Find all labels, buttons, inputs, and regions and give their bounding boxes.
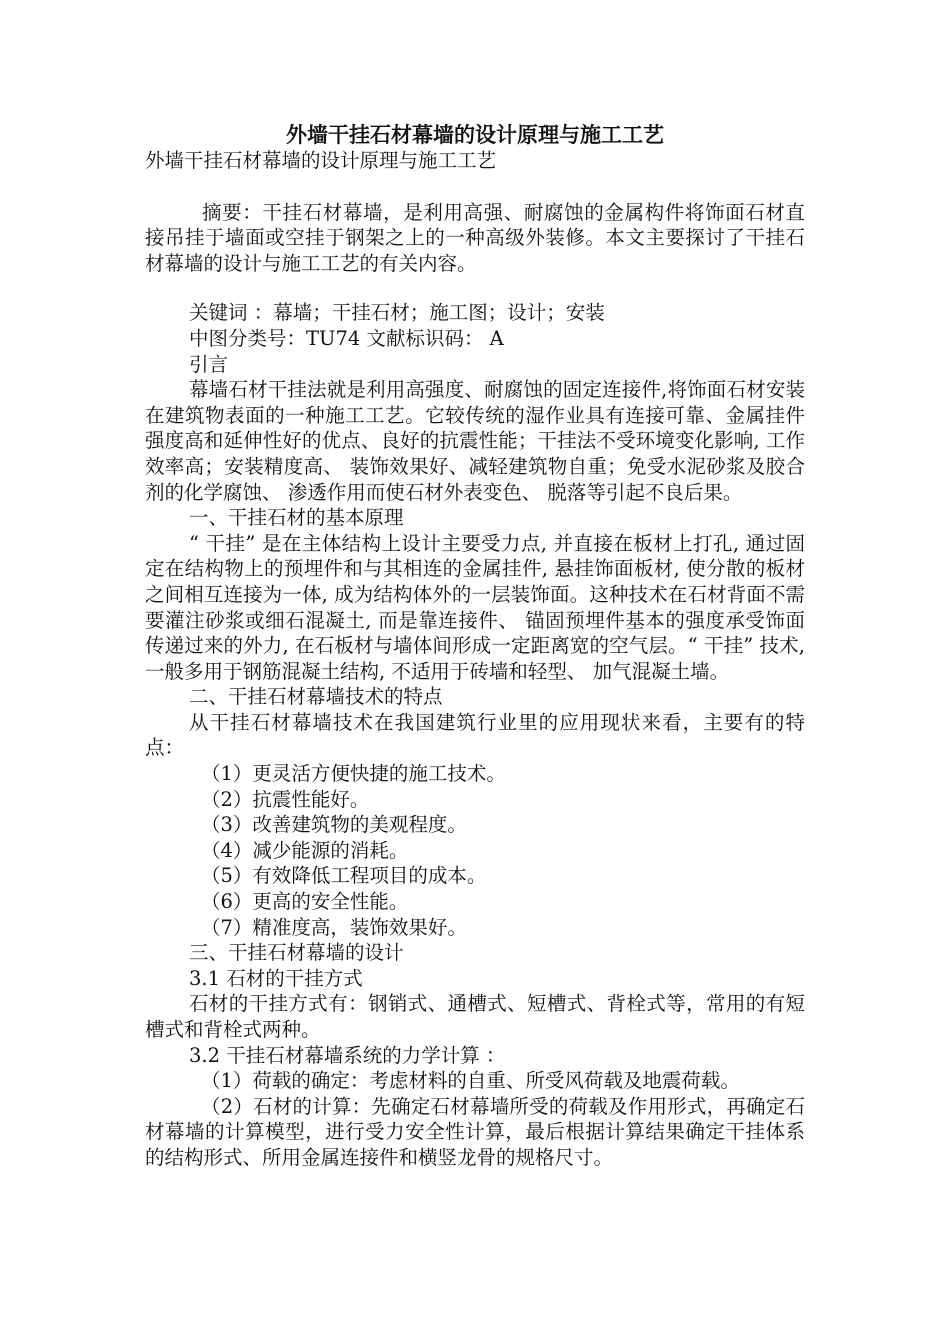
list-item: （5）有效降低工程项目的成本。 — [201, 864, 487, 888]
section-paragraph-2: 从干挂石材幕墙技术在我国建筑行业里的应用现状来看，主要有的特点： — [145, 710, 805, 760]
section-heading-2: 二、干挂石材幕墙技术的特点 — [189, 685, 443, 709]
list-item: （7）精准度高，装饰效果好。 — [201, 915, 467, 939]
section-heading-3: 三、干挂石材幕墙的设计 — [189, 941, 404, 965]
blank-line — [145, 276, 805, 300]
blank-line — [145, 174, 805, 200]
list-item: （6）更高的安全性能。 — [201, 890, 409, 914]
keywords-line: 关键词 ：幕墙；干挂石材；施工图；设计；安装 — [189, 301, 605, 325]
subsection-heading-3-1: 3.1 石材的干挂方式 — [189, 966, 363, 990]
list-item: （1）荷载的确定：考虑材料的自重、所受风荷载及地震荷载。 — [201, 1069, 740, 1093]
classification-line: 中图分类号：TU74 文献标识码： A — [189, 326, 504, 350]
subsection-heading-3-2: 3.2 干挂石材幕墙系统的力学计算 ： — [189, 1043, 506, 1067]
document-title: 外墙干挂石材幕墙的设计原理与施工工艺 — [286, 122, 664, 147]
abstract-paragraph: 摘要：干挂石材幕墙，是利用高强、耐腐蚀的金属构件将饰面石材直接吊挂于墙面或空挂于钢架之上的一种高级外装修。本文主要探讨了干挂石材幕墙的设计与施工工艺的有关内容。 — [145, 200, 805, 275]
list-item: （1）更灵活方便快捷的施工技术。 — [201, 762, 506, 786]
list-item: （2）抗震性能好。 — [201, 787, 370, 811]
section-paragraph-1: “ 干挂” 是在主体结构上设计主要受力点, 并直接在板材上打孔, 通过固定在结构物上的预埋件和与其相连的金属挂件, 悬挂饰面板材, 使分散的板材之间相互连接为一体, 成为结构体外的一层装饰面。这种技术在石材背面不需要灌注砂浆或细石混凝土, 而是靠连接件、 锚固预埋件基本的强度承受饰面传递过来的外力, 在石板材与墙体间形成一定距离宽的空气层。“ 干挂” 技术, 一般多用于钢筋混凝土结构, 不适用于砖墙和轻型、 加气混凝土墙。 — [145, 531, 805, 683]
list-item: （3）改善建筑物的美观程度。 — [201, 813, 467, 837]
section-heading-1: 一、干挂石材的基本原理 — [189, 506, 404, 530]
intro-paragraph: 幕墙石材干挂法就是利用高强度、耐腐蚀的固定连接件,将饰面石材安装在建筑物表面的一种施工工艺。它较传统的湿作业具有连接可靠、金属挂件强度高和延伸性好的优点、良好的抗震性能；干挂法不受环境变化影响, 工作效率高；安装精度高、 装饰效果好、减轻建筑物自重；免受水泥砂浆及胶合剂的化学腐蚀、 渗透作用而使石材外表变色、 脱落等引起不良后果。 — [145, 378, 805, 504]
intro-heading: 引言 — [189, 352, 229, 376]
list-item: （2）石材的计算：先确定石材幕墙所受的荷载及作用形式，再确定石材幕墙的计算模型，进行受力安全性计算，最后根据计算结果确定干挂体系的结构形式、所用金属连接件和横竖龙骨的规格尺寸。 — [145, 1094, 805, 1169]
subsection-paragraph-3-1: 石材的干挂方式有：钢销式、通槽式、短槽式、背栓式等，常用的有短槽式和背栓式两种。 — [145, 992, 805, 1041]
document-subtitle: 外墙干挂石材幕墙的设计原理与施工工艺 — [145, 149, 497, 172]
list-item: （4）减少能源的消耗。 — [201, 838, 409, 862]
document-body — [145, 148, 805, 1171]
